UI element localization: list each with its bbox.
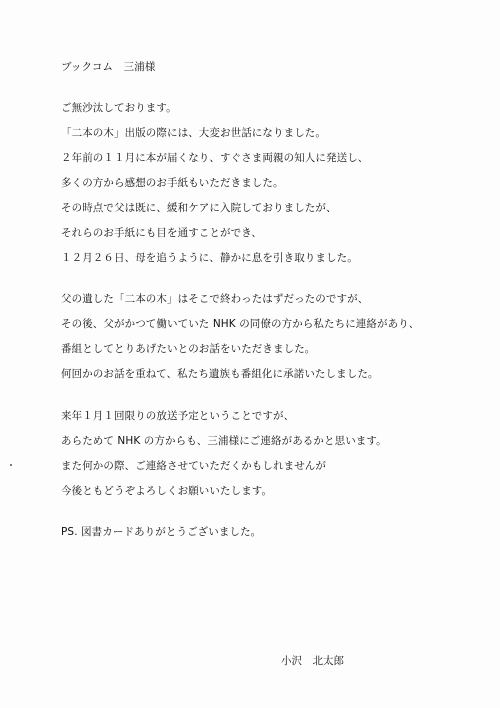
letter-line: 多くの方から感想のお手紙もいただきました。 xyxy=(61,177,284,189)
letter-line: ２年前の１１月に本が届くなり、すぐさま両親の知人に発送し、 xyxy=(61,152,369,164)
letter-line: その後、父がかつて働いていた NHK の同僚の方から私たちに連絡があり、 xyxy=(61,318,420,330)
letter-line: その時点で父は既に、緩和ケアに入院しておりましたが、 xyxy=(61,202,337,214)
letter-line: 番組としてとりあげたいとのお話をいただきました。 xyxy=(61,343,316,355)
postscript: PS. 図書カードありがとうございました。 xyxy=(61,526,262,538)
letter-line: 来年１月１回限りの放送予定ということですが、 xyxy=(61,410,295,422)
letter-line: ご無沙汰しております。 xyxy=(61,102,177,114)
signature: 小沢 北太郎 xyxy=(281,655,344,667)
letter-line: あらためて NHK の方からも、三浦様にご連絡があるかと思います。 xyxy=(61,435,387,447)
letter-line: 父の遺した「二本の木」はそこで終わったはずだったのですが、 xyxy=(61,293,369,305)
letter-line: 何回かのお話を重ねて、私たち遺族も番組化に承諾いたしました。 xyxy=(61,368,379,380)
letter-line: また何かの際、ご連絡させていただくかもしれませんが xyxy=(61,460,326,472)
letter-line: それらのお手紙にも目を通すことができ、 xyxy=(61,227,262,239)
addressee: ブックコム 三浦様 xyxy=(61,61,156,73)
letter-line: 「二本の木」出版の際には、大変お世話になりました。 xyxy=(61,127,326,139)
scan-speck xyxy=(10,464,12,466)
letter-line: 今後ともどうぞよろしくお願いいたします。 xyxy=(61,485,273,497)
letter-line: １２月２６日、母を追うように、静かに息を引き取りました。 xyxy=(61,252,358,264)
